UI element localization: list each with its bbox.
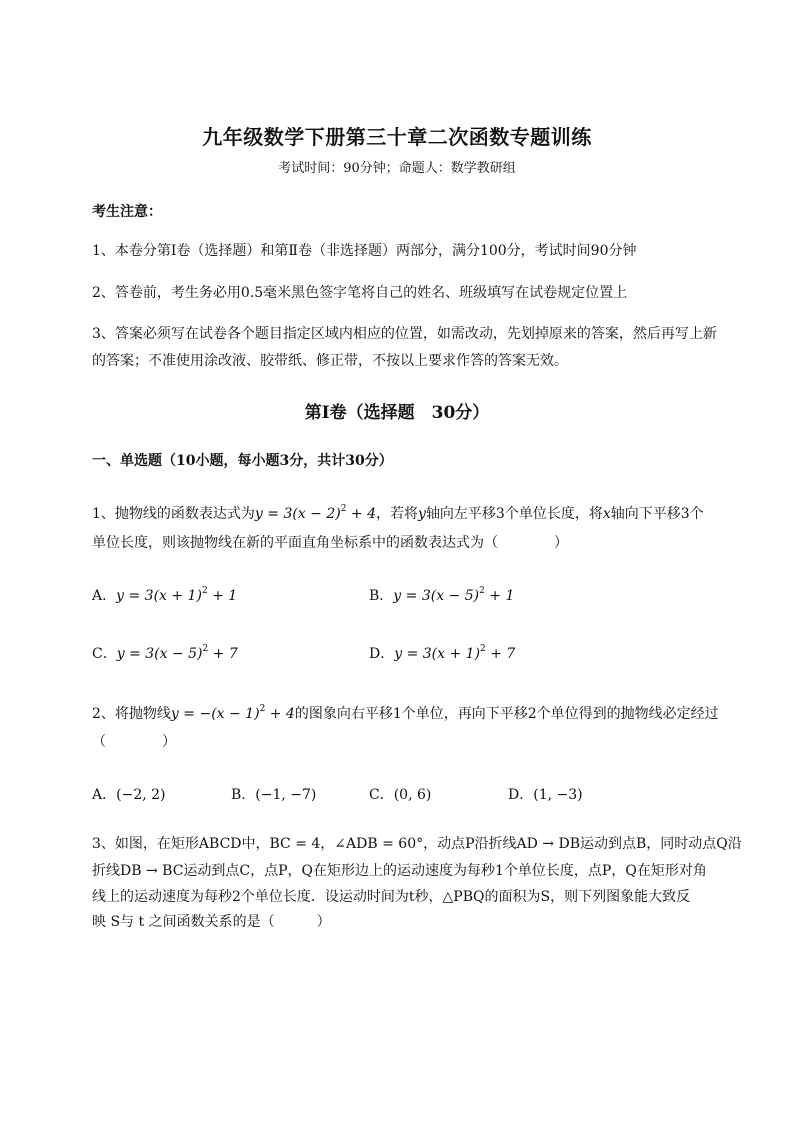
q2-line1 (92, 693, 719, 730)
part-heading: 一、单选题（10小题，每小题3分，共计30分） (92, 453, 393, 469)
option-body: y = 3(x − 5) (116, 646, 203, 662)
option-body: (−1, −7) (255, 787, 317, 803)
q1-text-a: 1、抛物线的函数表达式为 (92, 506, 255, 522)
option-sup: 2 (479, 586, 485, 596)
exam-info: 考试时间：90分钟；命题人：数学教研组 (278, 161, 516, 176)
q1-text-c: 轴向左平移3个单位长度，将 (425, 506, 603, 522)
option-body: (0, 6) (393, 787, 432, 803)
q2-expression (171, 706, 295, 722)
option-label: D． (369, 646, 395, 662)
q1-text-d: 轴向下平移3个 (610, 506, 704, 522)
q1-option-a[interactable] (92, 585, 237, 605)
option-body: y = 3(x + 1) (116, 588, 202, 604)
q1-option-b[interactable] (369, 585, 514, 605)
q1-expr-body: y = 3(x − 2) (254, 506, 341, 522)
q1-option-d[interactable] (369, 643, 515, 663)
option-expr (116, 588, 237, 604)
option-label: D． (508, 787, 534, 803)
option-body: (1, −3) (533, 787, 583, 803)
q2-option-c[interactable] (369, 784, 431, 804)
q3-line3: 线上的运动速度为每秒2个单位长度．设运动时间为t秒，△PBQ的面积为S，则下列图象能大致反 (92, 889, 691, 905)
section-title: 第Ⅰ卷（选择题 30分） (304, 403, 490, 423)
q2-option-a[interactable] (92, 784, 166, 804)
q1-expr-tail: + 4 (346, 506, 377, 522)
option-sup: 2 (201, 586, 208, 596)
option-label: A． (92, 588, 117, 604)
option-tail: + 1 (207, 588, 238, 604)
q2-expr-body: y = −(x − 1) (170, 706, 260, 722)
q1-line2: 单位长度，则该抛物线在新的平面直角坐标系中的函数表达式为（ ） (92, 535, 568, 551)
option-sup: 2 (480, 644, 486, 654)
option-tail: + 7 (485, 646, 516, 662)
q1-expression (255, 506, 376, 522)
q2-expr-tail: + 4 (265, 706, 295, 722)
option-label: C． (92, 646, 117, 662)
q1-line1 (92, 493, 704, 530)
option-body: (−2, 2) (116, 787, 166, 803)
page-title: 九年级数学下册第三十章二次函数专题训练 (202, 125, 592, 149)
notice-item-3: 3、答案必须写在试卷各个题目指定区域内相应的位置，如需改动，先划掉原来的答案，然后再写上新 (92, 326, 717, 342)
q3-line2: 折线DB → BC运动到点C，点P，Q在矩形边上的运动速度为每秒1个单位长度，点P，Q在矩形对角 (92, 863, 707, 879)
q2-option-d[interactable] (508, 784, 583, 804)
option-label: B． (231, 787, 256, 803)
option-label: A． (92, 787, 117, 803)
q2-text-b: 的图象向右平移1个单位，再向下平移2个单位得到的抛物线必定经过 (294, 706, 719, 722)
option-sup: 2 (202, 644, 209, 654)
option-body: y = 3(x + 1) (394, 646, 481, 662)
option-expr (394, 646, 515, 662)
q2-text-a: 2、将抛物线 (92, 706, 171, 722)
notice-item-3-cont: 的答案；不准使用涂改液、胶带纸、修正带，不按以上要求作答的答案无效。 (92, 353, 568, 369)
option-expr (117, 646, 238, 662)
q1-text-b: ，若将 (376, 506, 419, 522)
q1-var-x: x (602, 506, 611, 522)
option-label: B． (369, 588, 394, 604)
q2-expr-sup: 2 (259, 704, 266, 714)
option-tail: + 1 (484, 588, 515, 604)
q3-line1: 3、如图，在矩形ABCD中，BC = 4，∠ADB = 60°，动点P沿折线AD → DB运动到点B，同时动点Q沿 (92, 836, 742, 852)
q1-option-c[interactable] (92, 643, 238, 663)
q2-line2: （ ） (92, 734, 176, 750)
q3-line4: 映 S与 t 之间函数关系的是（ ） (92, 914, 331, 930)
option-tail: + 7 (208, 646, 238, 662)
option-expr (393, 588, 514, 604)
option-label: C． (369, 787, 394, 803)
notice-heading: 考生注意： (92, 204, 162, 220)
notice-item-2: 2、答卷前，考生务必用0.5毫米黑色签字笔将自己的姓名、班级填写在试卷规定位置上 (92, 285, 628, 301)
q2-option-b[interactable] (231, 784, 316, 804)
q1-var-y: y (418, 506, 426, 522)
notice-item-1: 1、本卷分第Ⅰ卷（选择题）和第Ⅱ卷（非选择题）两部分，满分100分，考试时间90分钟 (92, 243, 637, 259)
q1-expr-sup: 2 (340, 504, 347, 514)
option-body: y = 3(x − 5) (393, 588, 480, 604)
